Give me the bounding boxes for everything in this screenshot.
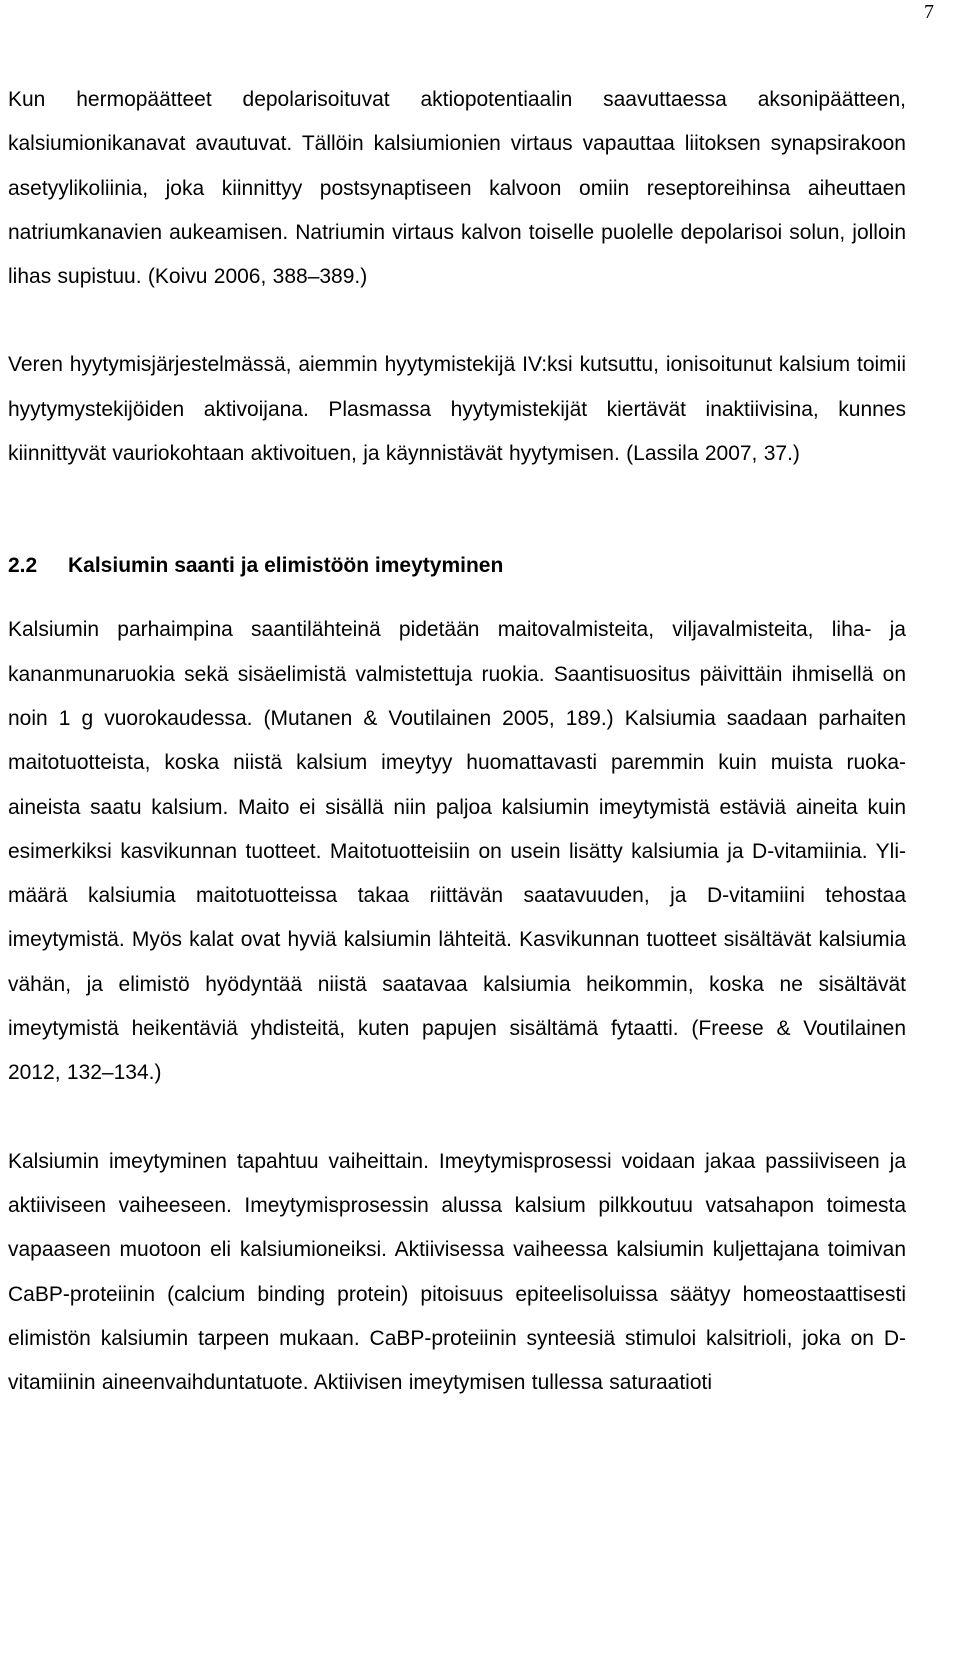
paragraph-spacer	[8, 1096, 906, 1140]
section-number: 2.2	[8, 554, 38, 578]
section-heading	[8, 544, 906, 588]
paragraph-coagulation: Veren hyytymisjärjestelmässä, aiemmin hyytymistekijä IV:ksi kutsuttu, ionisoitunut kalsium toimii hyytymystekijöiden aktivoijana. Plasmassa hyytymistekijät kiertävät inaktiivisina, kunnes kiinnittyvät vauriokohtaan aktivoituen, ja käynnistävät hyytymisen. (Lassila 2007, 37.)	[8, 353, 906, 466]
paragraph-calcium-absorption: Kalsiumin imeytyminen tapahtuu vaiheittain. Imeytymisprosessi voidaan jakaa passiiviseen ja aktiiviseen vaiheeseen. Imeytymisprosessin alussa kalsium pilkkoutuu vatsahapon toimesta vapaaseen muotoon eli kalsiumioneiksi. Aktiivisessa vaiheessa kalsiumin kuljettajana toimivan CaBP-proteiinin (calcium binding protein) pitoisuus epiteelisoluissa säätyy homeostaattisesti elimistön kalsiumin tarpeen mukaan. CaBP-proteiinin synteesiä stimuloi kalsitrioli, joka on D-vitamiinin aineenvaihduntatuote. Aktiivisen imeytymisen tullessa saturaatioti	[8, 1149, 906, 1395]
section-title: Kalsiumin saanti ja elimistöön imeytyminen	[68, 554, 504, 578]
section-spacer	[8, 476, 906, 544]
paragraph-calcium-sources: Kalsiumin parhaimpina saantilähteinä pidetään maitovalmisteita, viljavalmisteita, liha- ja kananmunaruokia sekä sisäelimistä valmistettuja ruokia. Saantisuositus päivittäin ihmisellä on noin 1 g vuorokaudessa. (Mutanen & Voutilainen 2005, 189.) Kalsiumia saadaan parhaiten maitotuotteista, koska niistä kalsium imeytyy huomattavasti paremmin kuin muista ruoka-aineista saatu kalsium. Maito ei sisällä niin paljoa kalsiumin imeytymistä estäviä aineita kuin esimerkiksi kasvikunnan tuotteet. Maitotuotteisiin on usein lisätty kalsiumia ja D-vitamiinia. Ylimäärä kalsiumia maitotuotteissa takaa riittävän saatavuuden, ja D-vitamiini tehostaa imeytymistä. Myös kalat ovat hyviä kalsiumin lähteitä. Kasvikunnan tuotteet sisältävät kalsiumia vähän, ja elimistö hyödyntää niistä saatavaa kalsiumia heikommin, koska ne sisältävät imeytymistä heikentäviä yhdisteitä, kuten papujen sisältämä fytaatti. (Freese & Voutilainen 2012, 132–134.)	[8, 618, 906, 1085]
page-number: 7	[924, 1, 934, 23]
paragraph-spacer	[8, 299, 906, 343]
paragraph-neuromuscular: Kun hermopäätteet depolarisoituvat aktiopotentiaalin saavuttaessa aksonipäätteen, kalsiumionikanavat avautuvat. Tällöin kalsiumionien virtaus vapauttaa liitoksen synapsirakoon asetyylikoliinia, joka kiinnittyy postsynaptiseen kalvoon omiin reseptoreihinsa aiheuttaen natriumkanavien aukeamisen. Natriumin virtaus kalvon toiselle puolelle depolarisoi solun, jolloin lihas supistuu. (Koivu 2006, 388–389.)	[8, 88, 906, 289]
page-content	[8, 78, 906, 1405]
